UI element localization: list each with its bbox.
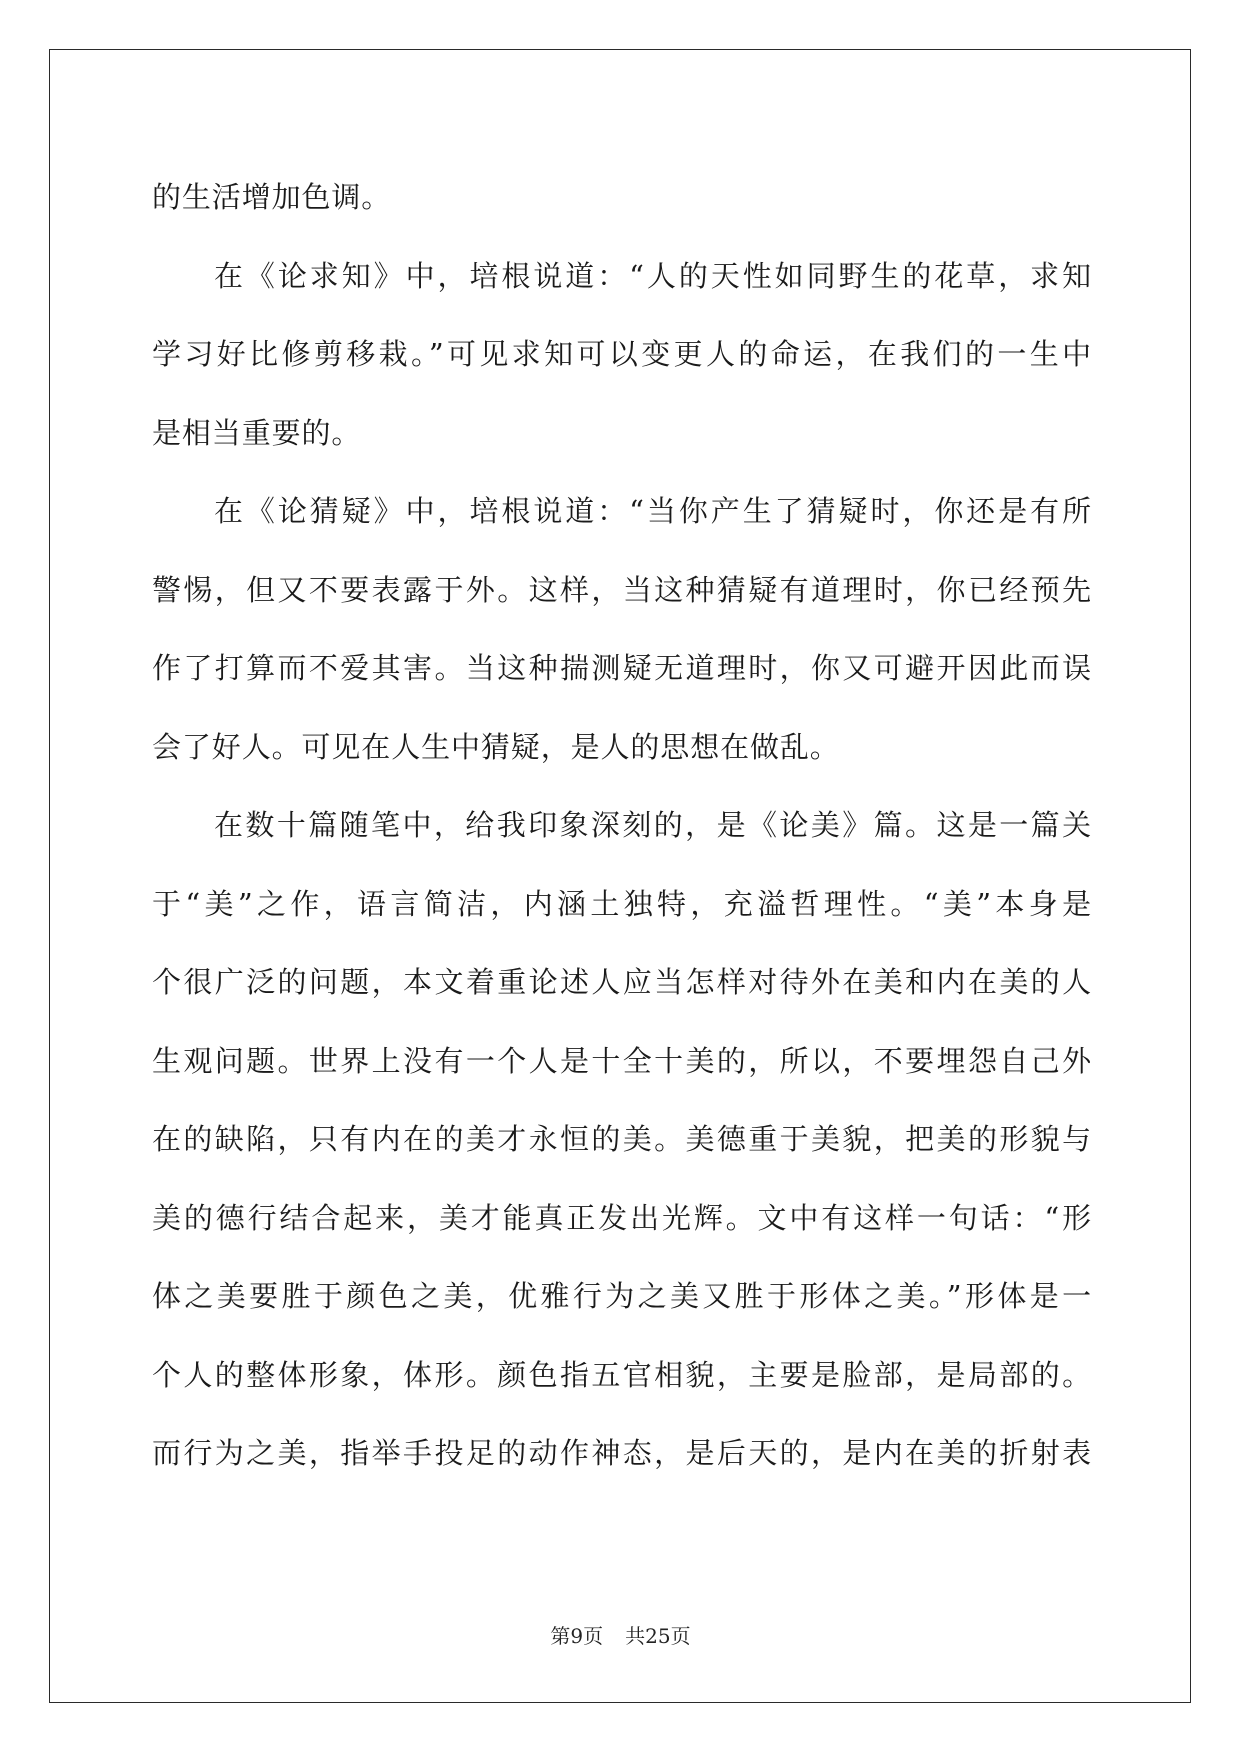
page-total: 共25页 — [625, 1624, 691, 1648]
text-line: 会了好人。可见在人生中猜疑，是人的思想在做乱。 — [152, 729, 840, 764]
text-line: 在的缺陷，只有内在的美才永恒的美。美德重于美貌，把美的形貌与 — [152, 1122, 1092, 1156]
text-line: 于“美”之作，语言简洁，内涵土独特，充溢哲理性。“美”本身是 — [152, 886, 1092, 921]
page-number: 第9页 — [550, 1624, 604, 1648]
text-line: 美的德行结合起来，美才能真正发出光辉。文中有这样一句话：“形 — [152, 1200, 1092, 1235]
text-line: 个很广泛的问题，本文着重论述人应当怎样对待外在美和内在美的人 — [152, 965, 1092, 999]
text-line: 的生活增加色调。 — [152, 180, 392, 214]
text-line: 在《论猜疑》中，培根说道：“当你产生了猜疑时，你还是有所 — [214, 494, 1092, 528]
page-footer — [0, 1620, 1241, 1649]
text-line: 在数十篇随笔中，给我印象深刻的，是《论美》篇。这是一篇关 — [214, 808, 1092, 842]
text-line: 生观问题。世界上没有一个人是十全十美的，所以，不要埋怨自己外 — [152, 1043, 1092, 1078]
text-line: 个人的整体形象，体形。颜色指五官相貌，主要是脸部，是局部的。 — [152, 1357, 1092, 1392]
text-line: 学习好比修剪移栽。”可见求知可以变更人的命运，在我们的一生中 — [152, 337, 1092, 371]
text-line: 警惕，但又不要表露于外。这样，当这种猜疑有道理时，你已经预先 — [152, 572, 1092, 607]
text-line: 是相当重要的。 — [152, 415, 362, 450]
text-line: 作了打算而不爱其害。当这种揣测疑无道理时，你又可避开因此而误 — [152, 651, 1092, 685]
document-body — [152, 158, 1092, 1493]
text-line: 而行为之美，指举手投足的动作神态，是后天的，是内在美的折射表 — [152, 1436, 1092, 1470]
text-line: 在《论求知》中，培根说道：“人的天性如同野生的花草，求知 — [214, 258, 1092, 293]
text-line: 体之美要胜于颜色之美，优雅行为之美又胜于形体之美。”形体是一 — [152, 1279, 1092, 1313]
